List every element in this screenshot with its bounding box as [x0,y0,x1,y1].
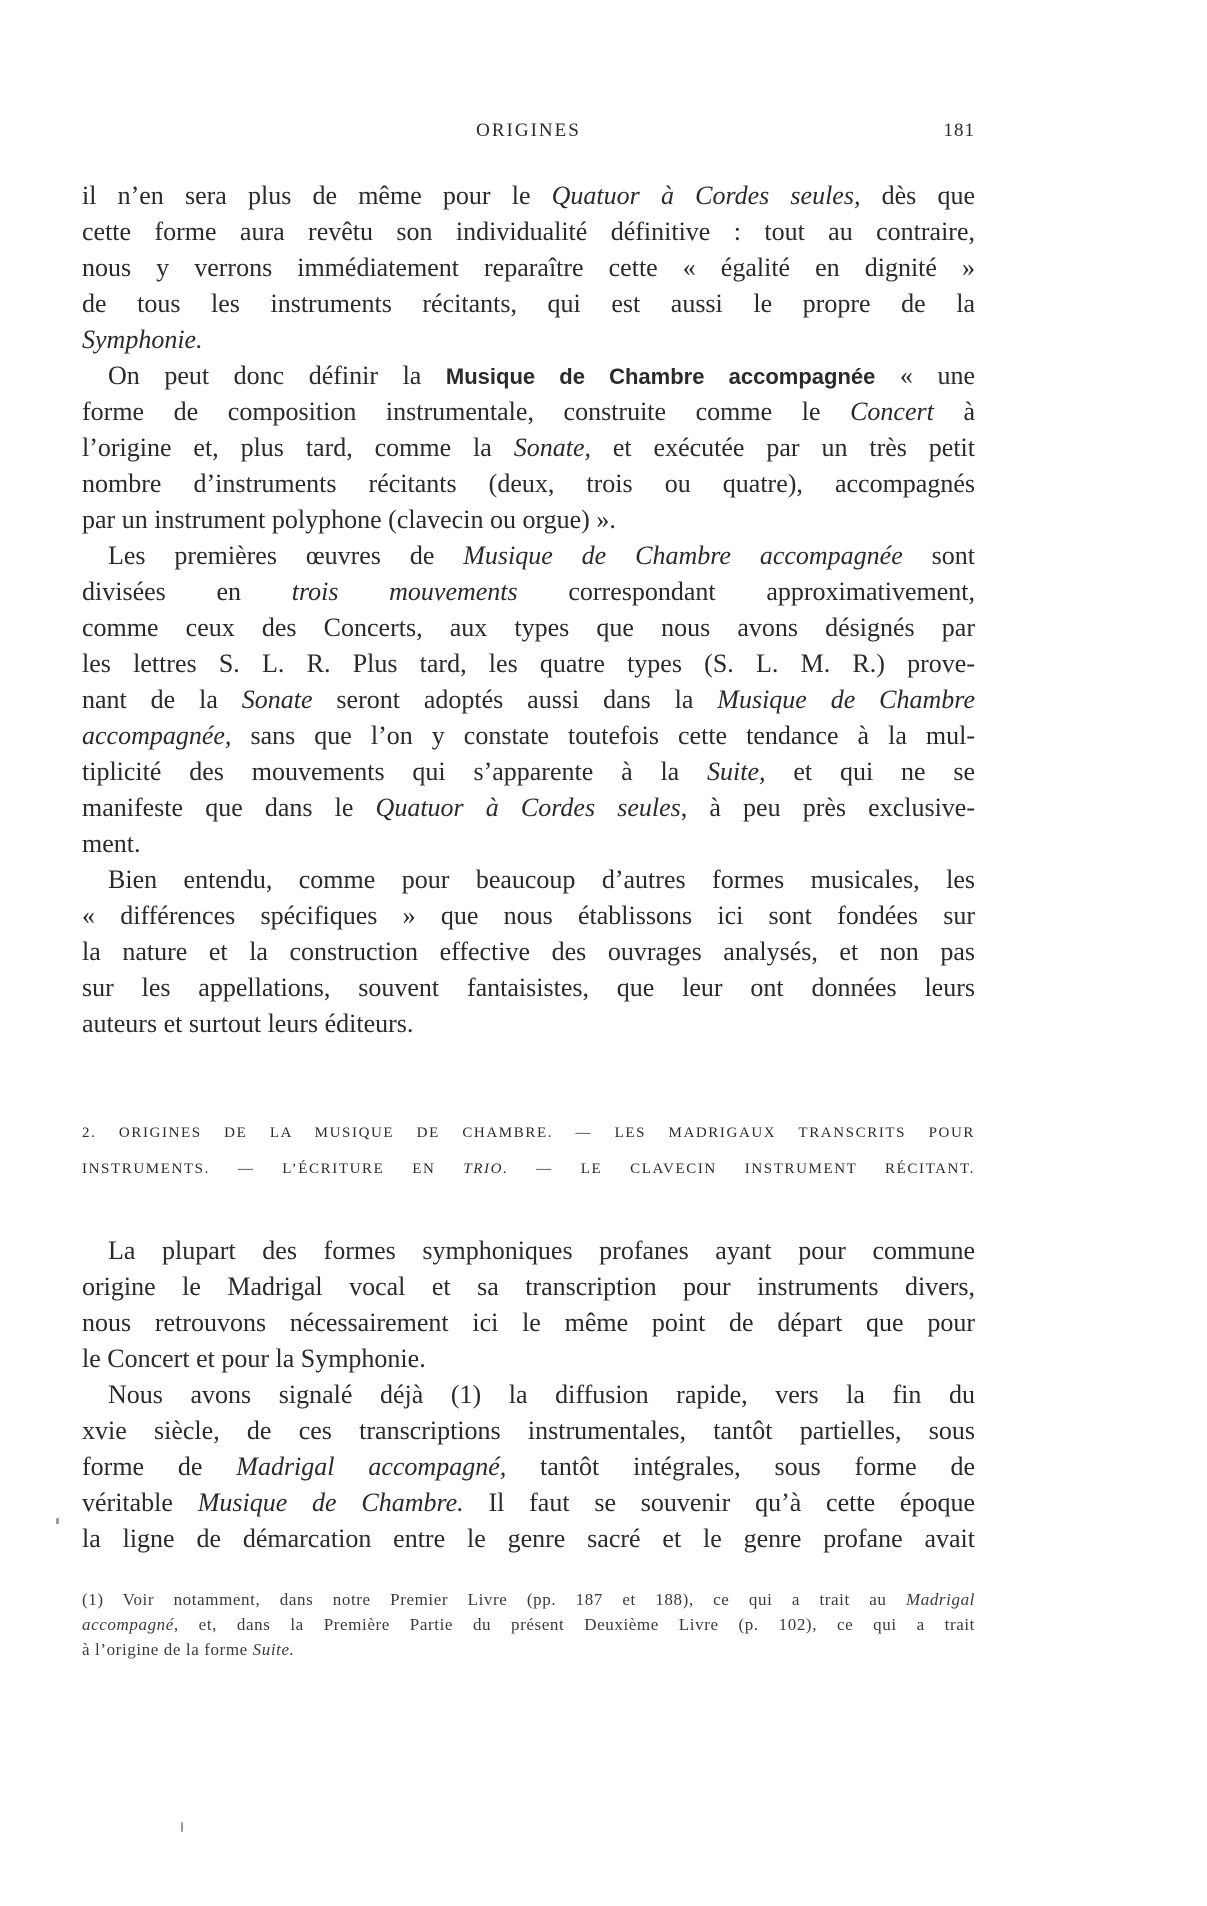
text-line: nombre d’instruments récitants (deux, trois ou quatre), accompagnés [82,469,975,498]
page-number: 181 [943,120,975,141]
running-title: ORIGINES [476,120,581,141]
text-line: cette forme aura revêtu son individualité définitive : tout au contraire, [82,217,975,246]
text-line: Les premières œuvres de Musique de Chambre accompagnée sont [108,541,975,570]
text-line: par un instrument polyphone (clavecin ou orgue) ». [82,505,616,534]
text-line: la nature et la construction effective des ouvrages analysés, et non pas [82,937,975,966]
text-line: forme de Madrigal accompagné, tantôt intégrales, sous forme de [82,1452,975,1481]
print-speck [56,1518,59,1524]
section-heading-line: 2. ORIGINES DE LA MUSIQUE DE CHAMBRE. — LES MADRIGAUX TRANSCRITS POUR [82,1125,975,1141]
footnote [82,1587,975,1662]
text-line: accompagnée, sans que l’on y constate toutefois cette tendance à la mul- [82,721,975,750]
text-line: sur les appellations, souvent fantaisistes, que leur ont données leurs [82,973,975,1002]
text-line: origine le Madrigal vocal et sa transcription pour instruments divers, [82,1272,975,1301]
text-line: le Concert et pour la Symphonie. [82,1344,426,1373]
section-heading [82,1115,975,1187]
text-line: « différences spécifiques » que nous établissons ici sont fondées sur [82,901,975,930]
text-line: nant de la Sonate seront adoptés aussi dans la Musique de Chambre [82,685,975,714]
text-line: nous y verrons immédiatement reparaître cette « égalité en dignité » [82,253,975,282]
text-block-continuation [82,178,975,1042]
print-speck [181,1822,183,1832]
text-line: manifeste que dans le Quatuor à Cordes seules, à peu près exclusive- [82,793,975,822]
footnote-line: accompagné, et, dans la Première Partie du présent Deuxième Livre (p. 102), ce qui a trait [82,1615,975,1634]
text-line: véritable Musique de Chambre. Il faut se souvenir qu’à cette époque [82,1488,975,1517]
text-line: tiplicité des mouvements qui s’apparente à la Suite, et qui ne se [82,757,975,786]
text-line: auteurs et surtout leurs éditeurs. [82,1009,414,1038]
running-head [82,120,975,146]
text-line: nous retrouvons nécessairement ici le même point de départ que pour [82,1308,975,1337]
text-line: comme ceux des Concerts, aux types que nous avons désignés par [82,613,975,642]
text-line: les lettres S. L. R. Plus tard, les quatre types (S. L. M. R.) prove- [82,649,975,678]
text-line: xvie siècle, de ces transcriptions instrumentales, tantôt partielles, sous [82,1416,975,1445]
text-line: Symphonie. [82,325,203,354]
text-block-section [82,1233,975,1557]
text-line: la ligne de démarcation entre le genre sacré et le genre profane avait [82,1524,975,1553]
section-heading-line: INSTRUMENTS. — L’ÉCRITURE EN TRIO. — LE CLAVECIN INSTRUMENT RÉCITANT. [82,1161,975,1177]
text-line: On peut donc définir la Musique de Chambre accompagnée « une [108,361,975,390]
text-line: forme de composition instrumentale, construite comme le Concert à [82,397,975,426]
text-line: La plupart des formes symphoniques profanes ayant pour commune [108,1236,975,1265]
text-line: ment. [82,829,141,858]
text-line: il n’en sera plus de même pour le Quatuor à Cordes seules, dès que [82,181,975,210]
text-line: divisées en trois mouvements correspondant approximativement, [82,577,975,606]
text-line: Bien entendu, comme pour beaucoup d’autres formes musicales, les [108,865,975,894]
text-line: de tous les instruments récitants, qui est aussi le propre de la [82,289,975,318]
footnote-line: à l’origine de la forme Suite. [82,1640,295,1659]
footnote-line: (1) Voir notamment, dans notre Premier Livre (pp. 187 et 188), ce qui a trait au Madrigal [82,1590,975,1609]
text-line: Nous avons signalé déjà (1) la diffusion rapide, vers la fin du [108,1380,975,1409]
text-line: l’origine et, plus tard, comme la Sonate, et exécutée par un très petit [82,433,975,462]
